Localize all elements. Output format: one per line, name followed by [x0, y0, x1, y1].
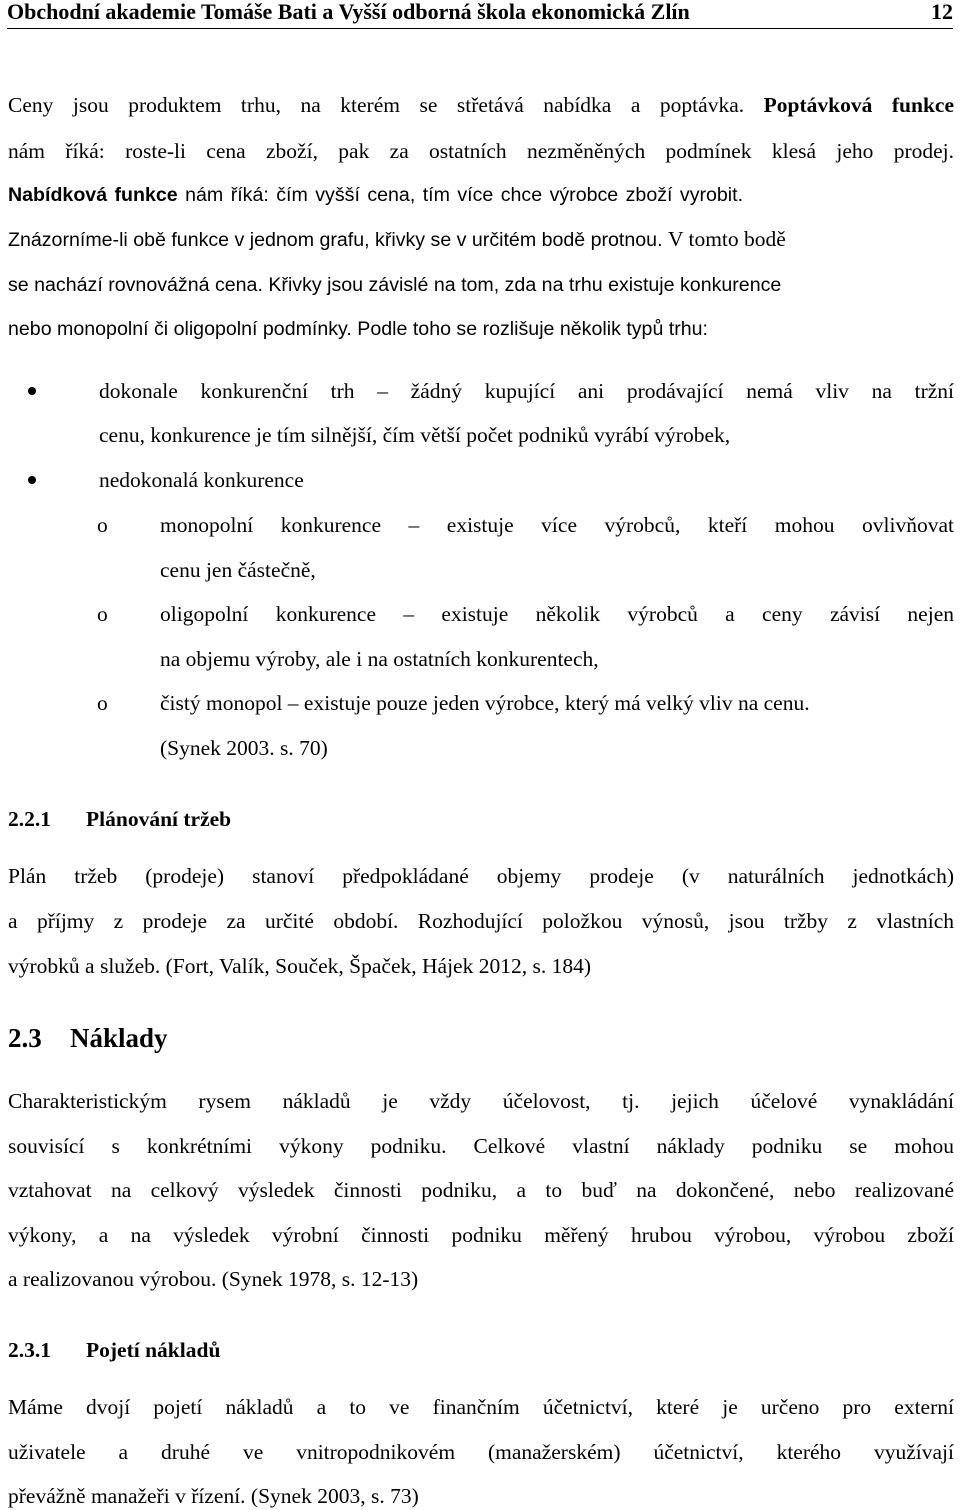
- text-line: Ceny jsou produktem trhu, na kterém se střetává nabídka a poptávka. Poptávková funkce: [8, 93, 955, 117]
- document-title: Obchodní akademie Tomáše Bati a Vyšší odborná škola ekonomická Zlín: [7, 0, 690, 24]
- section-title: Náklady: [70, 1023, 168, 1053]
- text-line: výkony, a na výsledek výrobní činnosti podniku měřený hrubou výrobou, výrobou zboží: [8, 1223, 954, 1247]
- text-line: vztahovat na celkový výsledek činnosti podniku, a to buď na dokončené, nebo realizované: [8, 1178, 954, 1202]
- page-header: [7, 0, 953, 29]
- text-line: Nabídková funkce nám říká: čím vyšší cena, tím více chce výrobce zboží vyrobit.: [8, 184, 744, 206]
- text-line: a příjmy z prodeje za určité období. Rozhodující položkou výnosů, jsou tržby z vlastních: [8, 909, 954, 933]
- text-line: převážně manažeři v řízení. (Synek 2003, s. 73): [8, 1484, 419, 1508]
- sub-list-item-continuation: cenu jen částečně,: [160, 558, 316, 582]
- list-item: dokonale konkurenční trh – žádný kupující ani prodávající nemá vliv na tržní: [99, 379, 954, 403]
- text-line: nám říká: roste-li cena zboží, pak za ostatních nezměněných podmínek klesá jeho prodej.: [8, 139, 954, 163]
- page-number: 12: [931, 0, 953, 24]
- section-title: Plánování tržeb: [86, 807, 232, 831]
- text-line: uživatele a druhé ve vnitropodnikovém (manažerském) účetnictví, kterého využívají: [8, 1440, 954, 1464]
- list-item: nedokonalá konkurence: [99, 468, 304, 492]
- section-number: 2.3: [8, 1023, 42, 1053]
- sub-list-item: monopolní konkurence – existuje více výrobců, kteří mohou ovlivňovat: [160, 513, 954, 537]
- section-number: 2.2.1: [8, 807, 51, 831]
- text-line: výrobků a služeb. (Fort, Valík, Souček, Špaček, Hájek 2012, s. 184): [8, 954, 591, 978]
- text-line: Plán tržeb (prodeje) stanoví předpokládané objemy prodeje (v naturálních jednotkách): [8, 864, 954, 888]
- text-line: souvisící s konkrétními výkony podniku. Celkové vlastní náklady podniku se mohou: [8, 1134, 954, 1158]
- text-line: Znázorníme-li obě funkce v jednom grafu, křivky se v určitém bodě protnou. V tomto bodě: [8, 227, 786, 251]
- list-item-continuation: cenu, konkurence je tím silnější, čím větší počet podniků vyrábí výrobek,: [99, 423, 731, 447]
- sub-bullet-marker: o: [97, 691, 108, 715]
- sub-bullet-marker: o: [97, 602, 108, 626]
- sub-list-item-continuation: na objemu výroby, ale i na ostatních konkurentech,: [160, 647, 599, 671]
- bullet-icon: [28, 387, 36, 395]
- text-line: nebo monopolní či oligopolní podmínky. Podle toho se rozlišuje několik typů trhu:: [8, 318, 709, 340]
- bullet-icon: [28, 476, 36, 484]
- sub-list-item: oligopolní konkurence – existuje několik výrobců a ceny závisí nejen: [160, 602, 954, 626]
- sub-bullet-marker: o: [97, 513, 108, 537]
- text-line: a realizovanou výrobou. (Synek 1978, s. 12-13): [8, 1267, 419, 1291]
- text-line: Charakteristickým rysem nákladů je vždy účelovost, tj. jejich účelové vynakládání: [8, 1089, 954, 1113]
- sub-list-item: čistý monopol – existuje pouze jeden výrobce, který má velký vliv na cenu.: [160, 691, 810, 715]
- text-line: Máme dvojí pojetí nákladů a to ve finančním účetnictví, které je určeno pro externí: [8, 1395, 954, 1419]
- section-title: Pojetí nákladů: [86, 1338, 221, 1362]
- text-line: se nachází rovnovážná cena. Křivky jsou závislé na tom, zda na trhu existuje konkurence: [8, 274, 782, 296]
- section-number: 2.3.1: [8, 1338, 51, 1362]
- citation: (Synek 2003. s. 70): [160, 736, 328, 760]
